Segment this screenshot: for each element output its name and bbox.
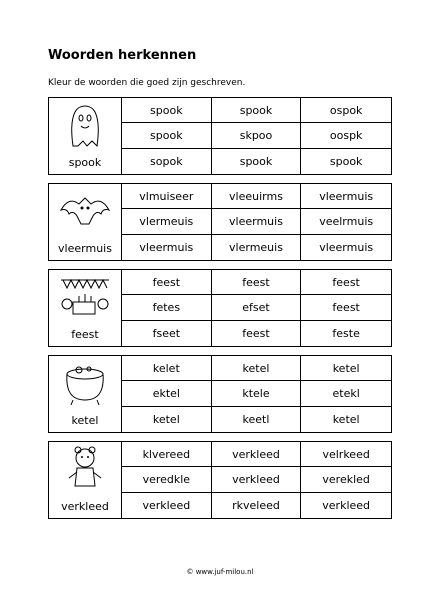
word-option[interactable]: kelet: [122, 356, 212, 381]
exercise-block-ketel: [48, 355, 392, 433]
word-option[interactable]: veelrmuis: [301, 209, 391, 234]
word-option[interactable]: verkleed: [212, 442, 302, 467]
exercise-block-spook: [48, 97, 392, 175]
word-option[interactable]: feest: [212, 321, 302, 346]
word-options-grid: [122, 356, 391, 432]
word-option[interactable]: verkleed: [122, 493, 212, 518]
word-option[interactable]: vleeuirms: [212, 184, 302, 209]
word-option[interactable]: spook: [212, 98, 302, 123]
word-option[interactable]: verkleed: [212, 467, 302, 492]
target-word: feest: [71, 328, 99, 341]
word-option[interactable]: spook: [212, 149, 302, 174]
exercise-block-vleermuis: [48, 183, 392, 261]
word-options-grid: [122, 184, 391, 260]
word-option[interactable]: vleermuis: [301, 184, 391, 209]
exercise-block-feest: [48, 269, 392, 347]
word-option[interactable]: verkleed: [322, 498, 371, 512]
word-option[interactable]: klvereed: [122, 442, 212, 467]
word-option[interactable]: ketel: [301, 356, 391, 381]
word-options-grid: [122, 98, 391, 174]
picture-cell: [49, 270, 122, 346]
word-option[interactable]: verekled: [301, 467, 391, 492]
word-option[interactable]: rkveleed: [212, 493, 302, 518]
target-word: spook: [68, 156, 102, 169]
picture-cell: [49, 356, 122, 432]
word-option[interactable]: feste: [332, 326, 360, 340]
picture-cell: [49, 184, 122, 260]
word-option[interactable]: feest: [301, 295, 391, 320]
word-option[interactable]: vleermuis: [212, 209, 302, 234]
word-option[interactable]: feest: [122, 270, 212, 295]
target-word: vleermuis: [58, 242, 112, 255]
word-option[interactable]: vlermeuis: [122, 209, 212, 234]
word-option[interactable]: skpoo: [212, 123, 302, 148]
word-option[interactable]: vleermuis: [122, 235, 212, 260]
word-option[interactable]: fetes: [122, 295, 212, 320]
word-options-grid: [122, 442, 391, 518]
word-option[interactable]: vlermeuis: [212, 235, 302, 260]
word-option[interactable]: ktele: [212, 381, 302, 406]
word-option[interactable]: spook: [329, 154, 363, 168]
word-option[interactable]: spook: [122, 98, 212, 123]
word-option[interactable]: veredkle: [122, 467, 212, 492]
word-option[interactable]: ketel: [332, 412, 360, 426]
word-option[interactable]: ospok: [301, 98, 391, 123]
word-option[interactable]: vlmuiseer: [122, 184, 212, 209]
target-word: verkleed: [61, 500, 109, 513]
word-option[interactable]: keetl: [212, 407, 302, 432]
word-option[interactable]: efset: [212, 295, 302, 320]
picture-cell: [49, 98, 122, 174]
instruction: Kleur de woorden die goed zijn geschreven.: [48, 78, 246, 88]
picture-cell: [49, 442, 122, 518]
word-option[interactable]: velrkeed: [301, 442, 391, 467]
footer: © www.juf-milou.nl: [186, 568, 254, 576]
word-option[interactable]: fseet: [122, 321, 212, 346]
word-option[interactable]: ketel: [212, 356, 302, 381]
word-option[interactable]: feest: [212, 270, 302, 295]
word-option[interactable]: ektel: [122, 381, 212, 406]
word-options-grid: [122, 270, 391, 346]
target-word: ketel: [71, 414, 99, 427]
page-title: Woorden herkennen: [48, 48, 197, 63]
word-option[interactable]: feest: [301, 270, 391, 295]
word-option[interactable]: sopok: [122, 149, 212, 174]
word-option[interactable]: oospk: [301, 123, 391, 148]
word-option[interactable]: etekl: [301, 381, 391, 406]
word-option[interactable]: spook: [122, 123, 212, 148]
exercise-block-verkleed: [48, 441, 392, 519]
word-option[interactable]: ketel: [122, 407, 212, 432]
word-option[interactable]: vleermuis: [319, 240, 374, 254]
